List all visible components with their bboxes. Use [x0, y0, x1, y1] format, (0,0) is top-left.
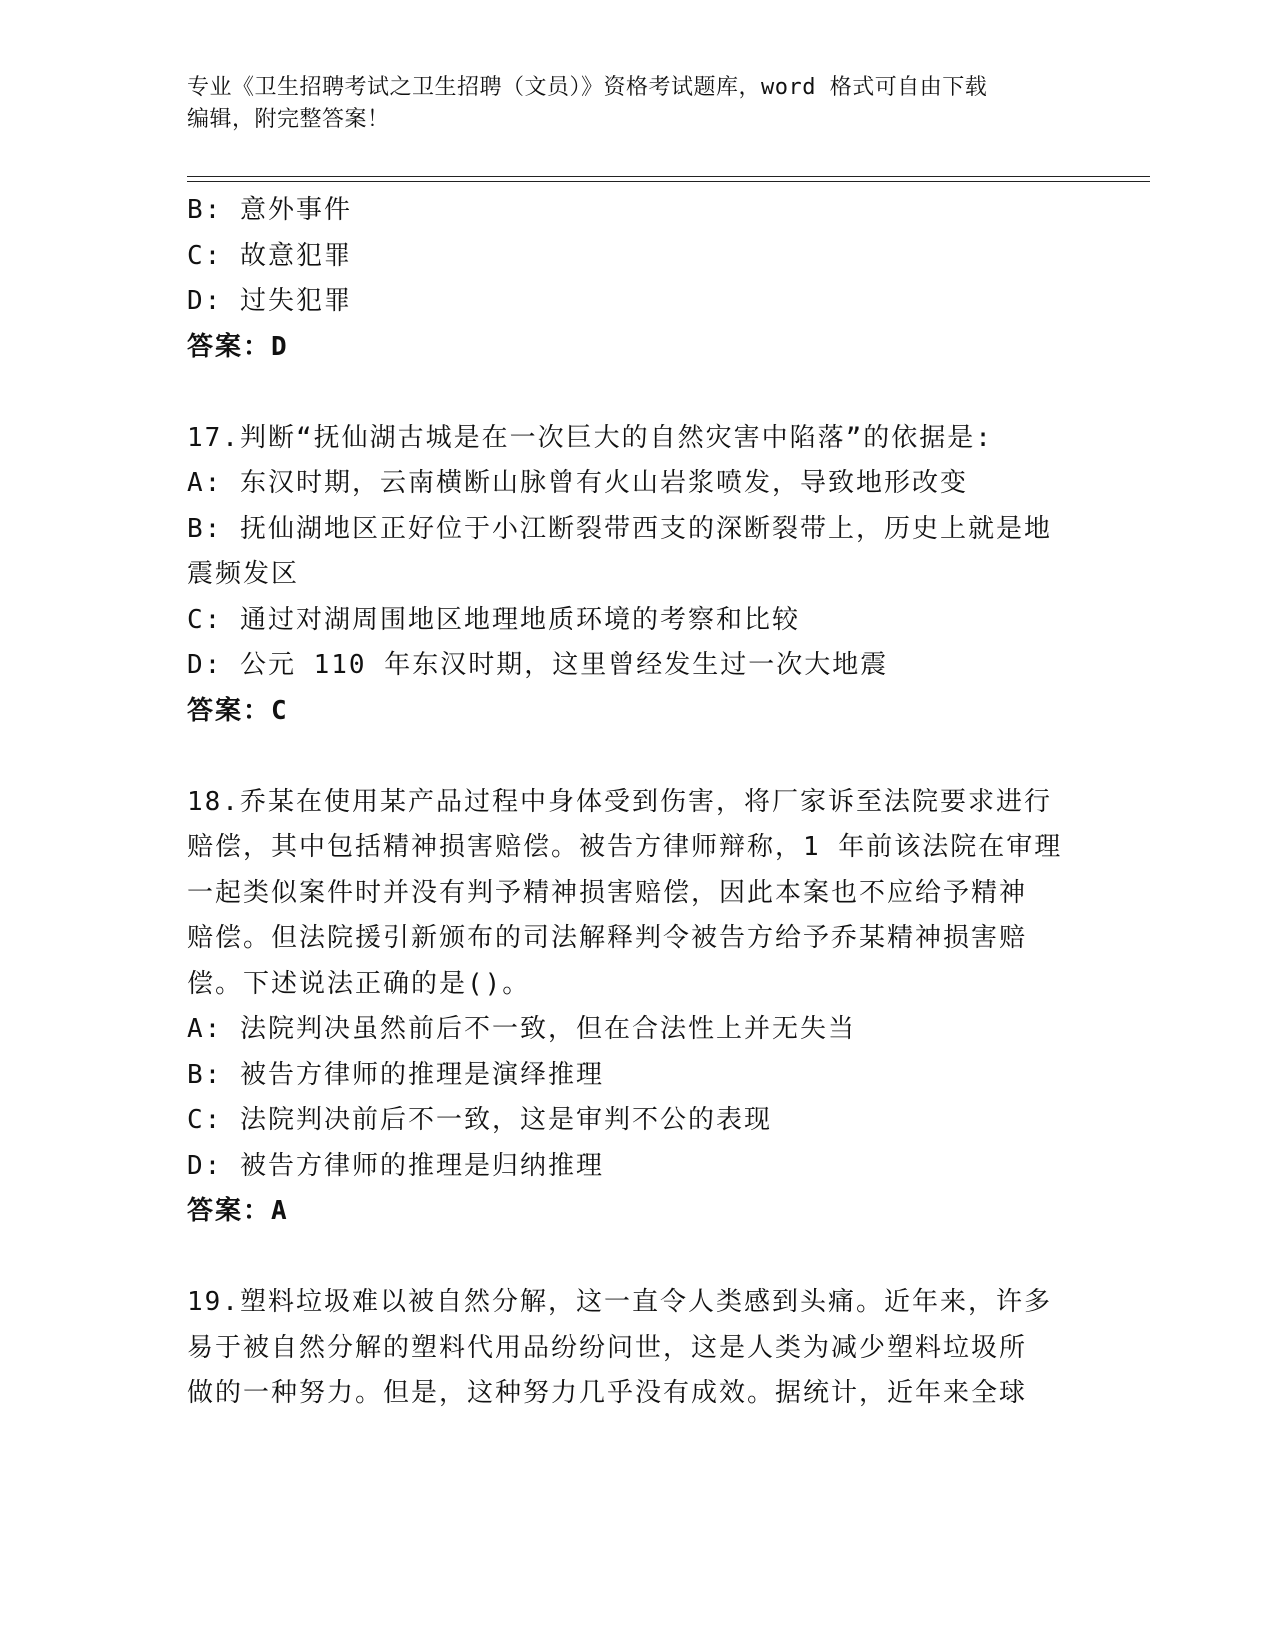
q18-question-line: 赔偿，其中包括精神损害赔偿。被告方律师辩称，1 年前该法院在审理 [187, 832, 1063, 862]
spacer [187, 734, 1087, 780]
q18-option-a: A: 法院判决虽然前后不一致，但在合法性上并无失当 [187, 1014, 856, 1044]
page-header [187, 72, 1067, 136]
q16-option-b: B: 意外事件 [187, 195, 352, 225]
q16-option-d: D: 过失犯罪 [187, 286, 352, 316]
q18-option-c: C: 法院判决前后不一致，这是审判不公的表现 [187, 1105, 772, 1135]
q18-option-b: B: 被告方律师的推理是演绎推理 [187, 1059, 604, 1090]
q17-option-a: A: 东汉时期，云南横断山脉曾有火山岩浆喷发，导致地形改变 [187, 468, 968, 498]
q17-answer: 答案：C [187, 695, 289, 726]
question-19 [187, 1280, 1087, 1417]
q16-option-c: C: 故意犯罪 [187, 240, 352, 271]
question-18 [187, 780, 1087, 1235]
spacer [187, 1235, 1087, 1281]
question-content [187, 188, 1087, 1417]
q17-option-c: C: 通过对湖周围地区地理地质环境的考察和比较 [187, 604, 800, 635]
q18-question-line: 偿。下述说法正确的是()。 [187, 968, 531, 999]
spacer [187, 370, 1087, 416]
q17-option-b-line-2: 震频发区 [187, 559, 300, 589]
q17-option-d: D: 公元 110 年东汉时期，这里曾经发生过一次大地震 [187, 650, 889, 680]
q19-question-line: 19.塑料垃圾难以被自然分解，这一直令人类感到头痛。近年来，许多 [187, 1287, 1052, 1317]
q18-answer: 答案：A [187, 1196, 289, 1226]
q18-option-d: D: 被告方律师的推理是归纳推理 [187, 1150, 604, 1181]
q18-question-line: 18.乔某在使用某产品过程中身体受到伤害，将厂家诉至法院要求进行 [187, 786, 1052, 817]
q18-question-line: 赔偿。但法院援引新颁布的司法解释判令被告方给予乔某精神损害赔 [187, 923, 1028, 953]
q19-question-line: 易于被自然分解的塑料代用品纷纷问世，这是人类为减少塑料垃圾所 [187, 1332, 1028, 1363]
question-16 [187, 188, 1087, 370]
header-divider-top [187, 176, 1150, 177]
q17-option-b-line-1: B: 抚仙湖地区正好位于小江断裂带西支的深断裂带上，历史上就是地 [187, 513, 1052, 544]
q19-question-line: 做的一种努力。但是，这种努力几乎没有成效。据统计，近年来全球 [187, 1378, 1028, 1408]
header-line-1: 专业《卫生招聘考试之卫生招聘（文员）》资格考试题库，word 格式可自由下载 [187, 75, 988, 100]
q16-answer: 答案：D [187, 331, 289, 362]
q18-question-line: 一起类似案件时并没有判予精神损害赔偿，因此本案也不应给予精神 [187, 877, 1028, 908]
header-divider-bottom [187, 181, 1150, 182]
question-17 [187, 416, 1087, 735]
header-line-2: 编辑，附完整答案！ [187, 107, 390, 132]
q17-question: 17.判断“抚仙湖古城是在一次巨大的自然灾害中陷落”的依据是: [187, 422, 993, 453]
